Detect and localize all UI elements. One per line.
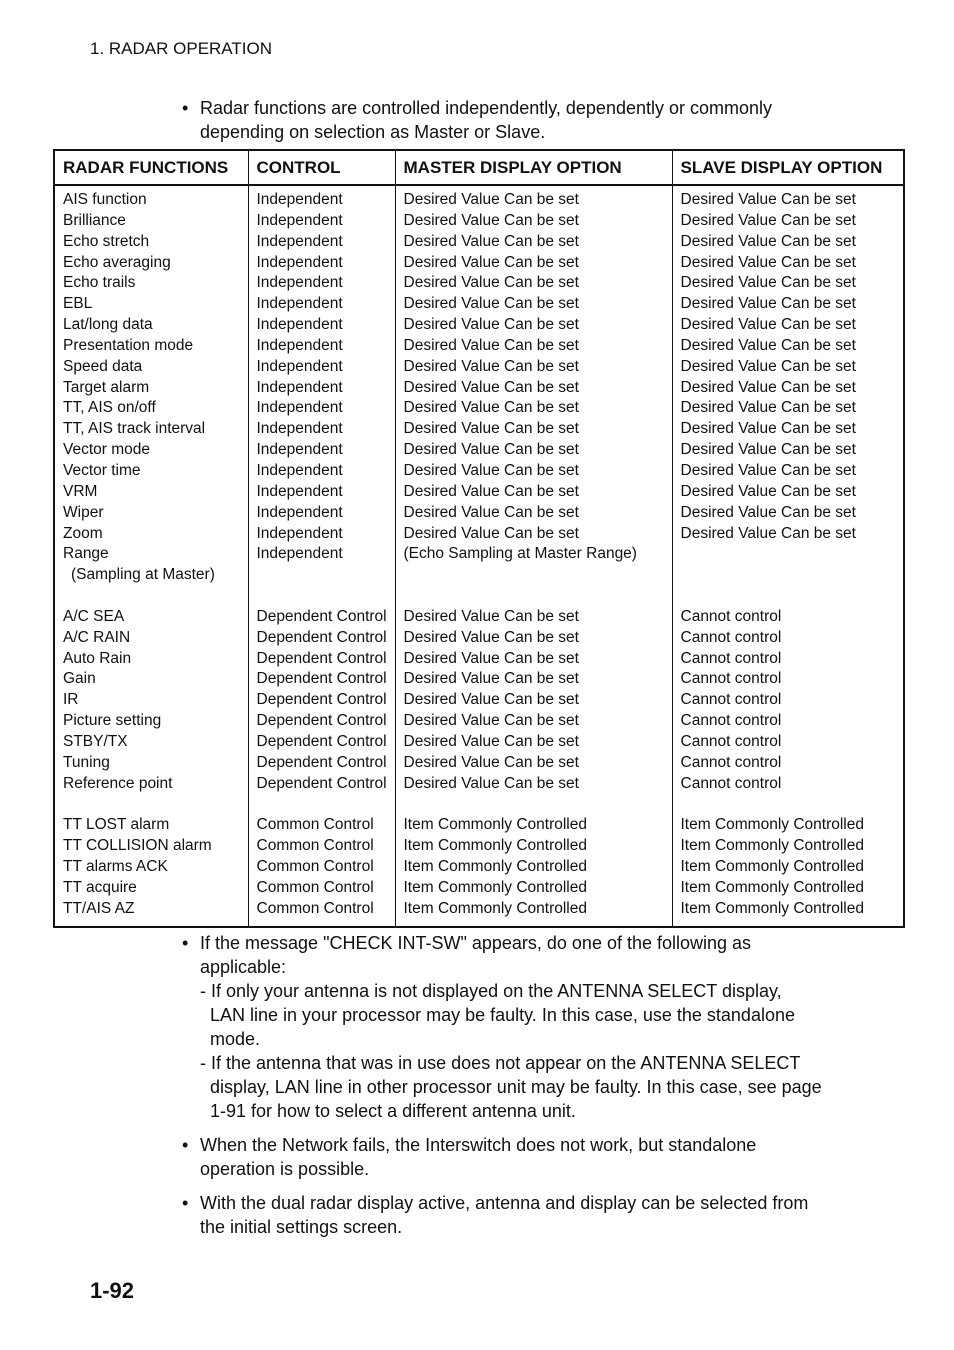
control-cell: Dependent Control — [256, 691, 387, 709]
control-cell: Independent — [256, 336, 343, 354]
functions-cell: Picture setting — [63, 712, 162, 730]
control-cell: Independent — [256, 295, 343, 313]
bullet-line: If the message "CHECK INT-SW" appears, do one of the following as — [200, 933, 752, 953]
functions-cell: (Sampling at Master) — [71, 566, 215, 584]
slave-cell: Cannot control — [680, 732, 782, 750]
control-cell: Independent — [256, 482, 343, 500]
group-gap — [257, 794, 387, 815]
master-cell: Desired Value Can be set — [403, 441, 579, 459]
control-cell: Dependent Control — [256, 607, 387, 625]
functions-cell: Zoom — [63, 524, 103, 542]
functions-cell: Brilliance — [63, 211, 126, 229]
control-cell: Independent — [256, 253, 343, 271]
control-cell: Independent — [256, 211, 343, 229]
header-master-display-option: MASTER DISPLAY OPTION — [395, 150, 672, 185]
control-cell: Independent — [256, 461, 343, 479]
functions-cell: TT LOST alarm — [63, 816, 170, 834]
slave-cell: Desired Value Can be set — [680, 482, 856, 500]
group-gap — [404, 794, 664, 815]
control-cell: Dependent Control — [256, 774, 387, 792]
functions-cell: A/C RAIN — [63, 628, 131, 646]
control-cell: Independent — [256, 420, 343, 438]
functions-cell: Echo stretch — [63, 232, 150, 250]
slave-cell: Desired Value Can be set — [680, 295, 856, 313]
slave-cell: Desired Value Can be set — [680, 420, 856, 438]
functions-cell: Target alarm — [63, 378, 150, 396]
master-cell: Item Commonly Controlled — [403, 858, 587, 875]
functions-cell: TT acquire — [63, 878, 137, 896]
radar-functions-table — [53, 149, 905, 928]
functions-cell: Reference point — [63, 774, 173, 792]
control-cell: Independent — [256, 441, 343, 459]
group-gap — [681, 586, 896, 607]
master-cell: (Echo Sampling at Master Range) — [403, 545, 637, 563]
bullet-line: applicable: — [200, 957, 287, 977]
control-cell: Dependent Control — [256, 712, 387, 730]
intro-line-2: depending on selection as Master or Slave. — [200, 122, 546, 142]
slave-cell: Desired Value Can be set — [680, 211, 856, 229]
control-cell: Independent — [256, 316, 343, 334]
header-control: CONTROL — [248, 150, 395, 185]
slave-cell: Cannot control — [680, 649, 782, 667]
control-cell: Independent — [256, 399, 343, 417]
functions-cell: TT alarms ACK — [63, 858, 168, 875]
empty-cell — [257, 565, 387, 586]
slave-cell: Cannot control — [680, 691, 782, 709]
control-cell: Common Control — [256, 837, 374, 855]
master-cell: Desired Value Can be set — [403, 732, 579, 750]
control-cell: Independent — [256, 357, 343, 375]
sub-line: - If the antenna that was in use does not appear on the ANTENNA SELECT — [200, 1053, 801, 1073]
control-cell: Independent — [256, 232, 343, 250]
table-body-row — [54, 185, 904, 927]
master-cell: Desired Value Can be set — [403, 378, 579, 396]
bullet-line: With the dual radar display active, antenna and display can be selected from — [200, 1193, 809, 1213]
slave-cell: Desired Value Can be set — [680, 316, 856, 334]
slave-cell: Desired Value Can be set — [680, 253, 856, 271]
control-cell: Dependent Control — [256, 670, 387, 688]
master-cell: Desired Value Can be set — [403, 712, 579, 730]
slave-cell: Item Commonly Controlled — [680, 858, 864, 875]
control-cell: Independent — [256, 191, 343, 208]
master-column — [395, 185, 672, 927]
master-cell: Desired Value Can be set — [403, 774, 579, 792]
functions-cell: Tuning — [63, 753, 110, 771]
slave-cell: Cannot control — [680, 753, 782, 771]
control-cell: Dependent Control — [256, 649, 387, 667]
header-radar-functions: RADAR FUNCTIONS — [54, 150, 248, 185]
intro-bullet — [182, 96, 862, 144]
functions-cell: Presentation mode — [63, 336, 194, 354]
master-cell: Desired Value Can be set — [403, 628, 579, 646]
slave-column — [672, 185, 904, 927]
master-cell: Desired Value Can be set — [403, 482, 579, 500]
slave-cell: Cannot control — [680, 670, 782, 688]
slave-cell: Desired Value Can be set — [680, 357, 856, 375]
master-cell: Item Commonly Controlled — [403, 816, 587, 834]
control-column — [248, 185, 395, 927]
master-cell: Item Commonly Controlled — [403, 837, 587, 855]
functions-cell: Wiper — [63, 503, 104, 521]
sub-line: - If only your antenna is not displayed on the ANTENNA SELECT display, — [200, 981, 782, 1001]
control-cell: Dependent Control — [256, 732, 387, 750]
empty-cell — [404, 565, 664, 586]
master-cell: Desired Value Can be set — [403, 399, 579, 417]
control-cell: Common Control — [256, 858, 374, 875]
empty-cell — [681, 565, 896, 586]
slave-cell: Cannot control — [680, 607, 782, 625]
control-cell: Common Control — [256, 878, 374, 896]
functions-cell: TT/AIS AZ — [63, 899, 135, 917]
master-cell: Desired Value Can be set — [403, 420, 579, 438]
slave-cell: Cannot control — [680, 712, 782, 730]
control-cell: Dependent Control — [256, 753, 387, 771]
functions-cell: Range — [63, 545, 109, 563]
bullet-line: operation is possible. — [200, 1159, 370, 1179]
slave-cell: Desired Value Can be set — [680, 336, 856, 354]
functions-cell: IR — [63, 691, 79, 709]
functions-cell: TT, AIS track interval — [63, 420, 206, 438]
control-cell: Independent — [256, 378, 343, 396]
master-cell: Desired Value Can be set — [403, 607, 579, 625]
bullet-icon: • — [182, 1193, 189, 1213]
master-cell: Desired Value Can be set — [403, 191, 579, 208]
control-cell: Common Control — [256, 899, 374, 917]
group-gap — [404, 586, 664, 607]
page-number: 1-92 — [90, 1278, 135, 1303]
master-cell: Desired Value Can be set — [403, 295, 579, 313]
functions-cell: Speed data — [63, 357, 143, 375]
slave-cell: Cannot control — [680, 774, 782, 792]
control-cell: Independent — [256, 274, 343, 292]
section-header: 1. RADAR OPERATION — [90, 39, 272, 58]
functions-cell: Echo averaging — [63, 253, 171, 271]
group-gap — [257, 586, 387, 607]
intro-line-1: Radar functions are controlled independently, dependently or commonly — [200, 98, 773, 118]
functions-cell: Gain — [63, 670, 96, 688]
control-cell: Independent — [256, 524, 343, 542]
network-fail-bullet — [182, 1133, 862, 1181]
check-int-sw-bullet — [182, 931, 862, 1123]
sub-line: display, LAN line in other processor unit may be faulty. In this case, see page — [210, 1077, 822, 1097]
master-cell: Item Commonly Controlled — [403, 899, 587, 917]
master-cell: Desired Value Can be set — [403, 316, 579, 334]
slave-cell: Item Commonly Controlled — [680, 878, 864, 896]
functions-cell: Lat/long data — [63, 316, 153, 334]
group-gap — [63, 586, 240, 607]
sub-line: 1-91 for how to select a different antenna unit. — [210, 1101, 576, 1121]
functions-cell: TT COLLISION alarm — [63, 837, 212, 855]
group-gap — [63, 794, 240, 815]
functions-column — [54, 185, 248, 927]
empty-cell — [681, 544, 896, 565]
bullet-icon: • — [182, 98, 189, 118]
master-cell: Desired Value Can be set — [403, 357, 579, 375]
master-cell: Desired Value Can be set — [403, 691, 579, 709]
slave-cell: Desired Value Can be set — [680, 274, 856, 292]
slave-cell: Desired Value Can be set — [680, 399, 856, 417]
functions-cell: Vector mode — [63, 441, 151, 459]
control-cell: Common Control — [256, 816, 374, 834]
slave-cell: Desired Value Can be set — [680, 441, 856, 459]
bullet-line: the initial settings screen. — [200, 1217, 403, 1237]
master-cell: Desired Value Can be set — [403, 649, 579, 667]
control-cell: Independent — [256, 545, 343, 563]
functions-cell: A/C SEA — [63, 607, 125, 625]
control-cell: Dependent Control — [256, 628, 387, 646]
master-cell: Desired Value Can be set — [403, 211, 579, 229]
group-gap — [681, 794, 896, 815]
sub-line: LAN line in your processor may be faulty. In this case, use the standalone — [210, 1005, 795, 1025]
master-cell: Desired Value Can be set — [403, 461, 579, 479]
slave-cell: Desired Value Can be set — [680, 232, 856, 250]
slave-cell: Item Commonly Controlled — [680, 899, 864, 917]
dual-radar-bullet — [182, 1191, 862, 1239]
master-cell: Desired Value Can be set — [403, 524, 579, 542]
master-cell: Desired Value Can be set — [403, 253, 579, 271]
slave-cell: Desired Value Can be set — [680, 461, 856, 479]
master-cell: Desired Value Can be set — [403, 503, 579, 521]
functions-cell: AIS function — [63, 191, 147, 208]
slave-cell: Cannot control — [680, 628, 782, 646]
functions-cell: Vector time — [63, 461, 141, 479]
master-cell: Desired Value Can be set — [403, 232, 579, 250]
functions-cell: STBY/TX — [63, 732, 128, 750]
bullet-icon: • — [182, 1135, 189, 1155]
slave-cell: Item Commonly Controlled — [680, 837, 864, 855]
slave-cell: Item Commonly Controlled — [680, 816, 864, 834]
bullet-line: When the Network fails, the Interswitch does not work, but standalone — [200, 1135, 757, 1155]
functions-cell: VRM — [63, 482, 98, 500]
master-cell: Item Commonly Controlled — [403, 878, 587, 896]
bullet-icon: • — [182, 933, 189, 953]
slave-cell: Desired Value Can be set — [680, 524, 856, 542]
functions-cell: Auto Rain — [63, 649, 132, 667]
functions-cell: TT, AIS on/off — [63, 399, 156, 417]
master-cell: Desired Value Can be set — [403, 753, 579, 771]
slave-cell: Desired Value Can be set — [680, 378, 856, 396]
sub-line: mode. — [210, 1029, 261, 1049]
master-cell: Desired Value Can be set — [403, 274, 579, 292]
functions-cell: EBL — [63, 295, 93, 313]
control-cell: Independent — [256, 503, 343, 521]
header-slave-display-option: SLAVE DISPLAY OPTION — [672, 150, 904, 185]
master-cell: Desired Value Can be set — [403, 336, 579, 354]
master-cell: Desired Value Can be set — [403, 670, 579, 688]
slave-cell: Desired Value Can be set — [680, 191, 856, 208]
slave-cell: Desired Value Can be set — [680, 503, 856, 521]
functions-cell: Echo trails — [63, 274, 136, 292]
